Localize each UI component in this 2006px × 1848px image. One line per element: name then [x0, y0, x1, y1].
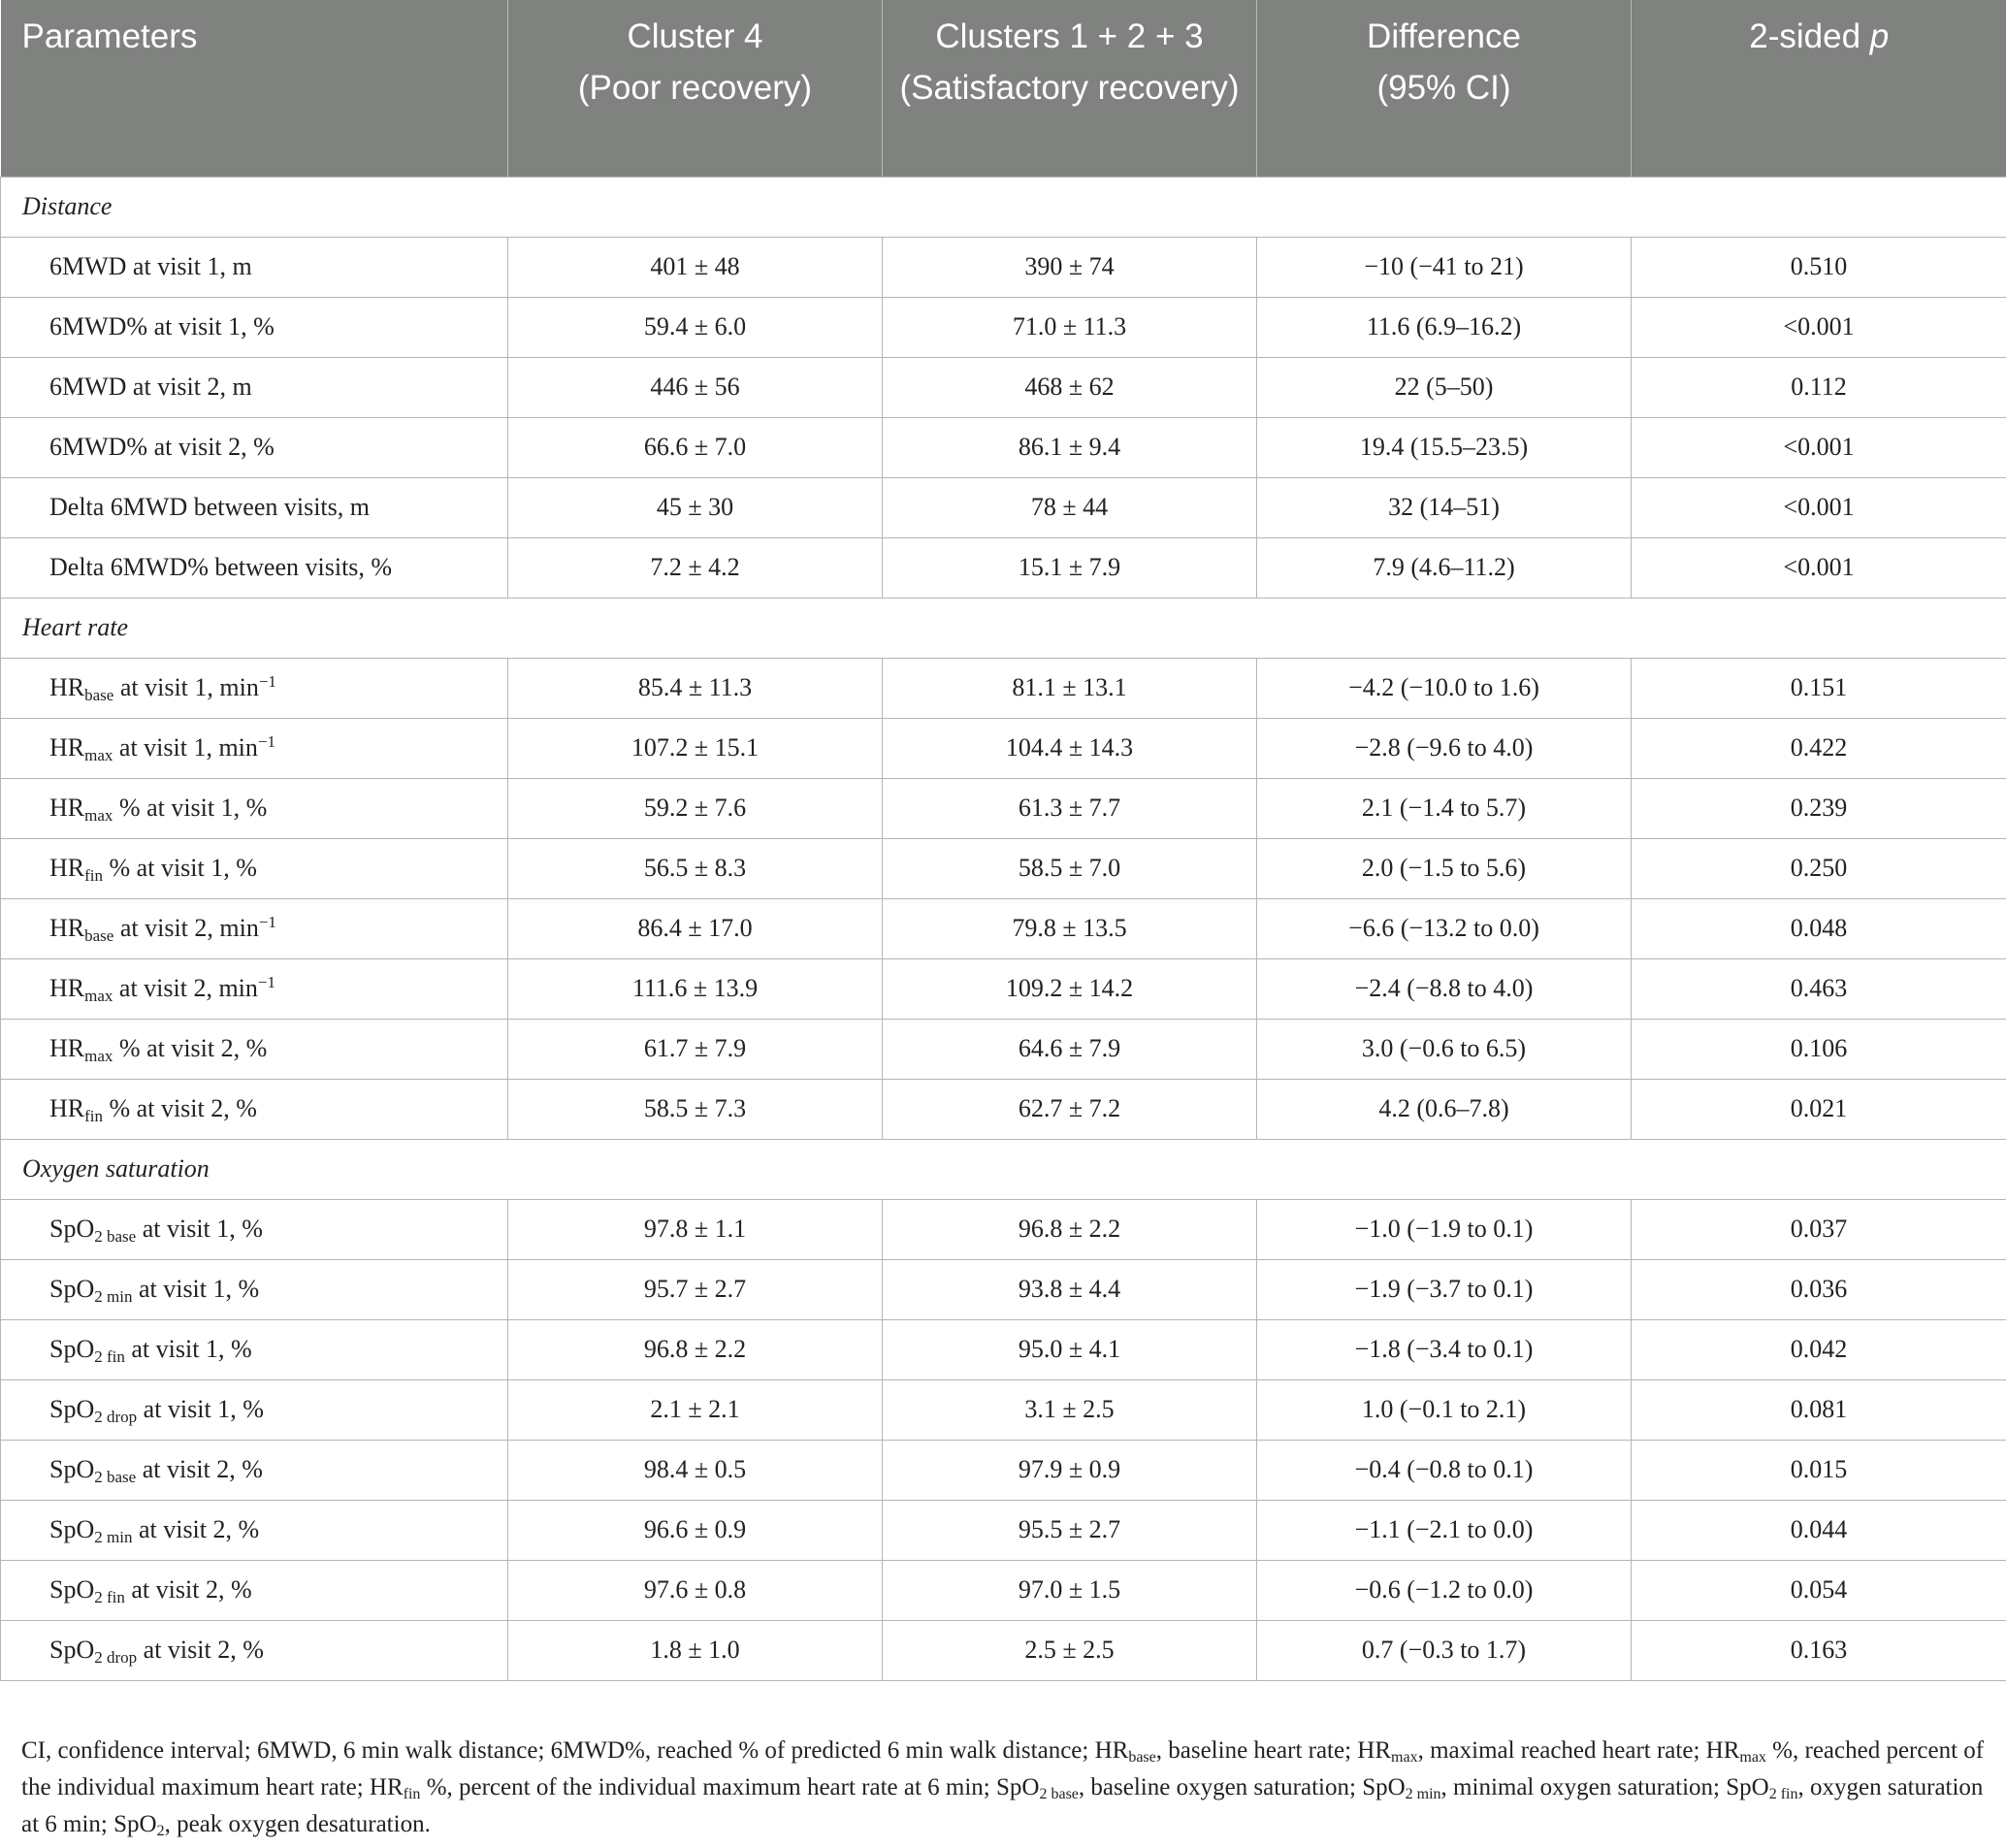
- label-rest: at visit 2, %: [132, 1515, 260, 1543]
- cell-clusters123: 61.3 ± 7.7: [883, 778, 1257, 838]
- cell-clusters123: 104.4 ± 14.3: [883, 718, 1257, 778]
- cell-cluster4: 66.6 ± 7.0: [508, 417, 883, 477]
- label-subscript: 2 min: [94, 1287, 133, 1306]
- label-subscript: base: [84, 926, 114, 945]
- cell-difference: −1.0 (−1.9 to 0.1): [1257, 1199, 1632, 1259]
- table-row: [1, 537, 2006, 598]
- label-rest: at visit 1, %: [137, 1395, 264, 1423]
- header-p-value: [1632, 0, 2006, 66]
- header-cluster4: Cluster 4: [508, 0, 883, 66]
- section-title: Oxygen saturation: [1, 1139, 2006, 1199]
- cell-p-value: <0.001: [1632, 297, 2006, 357]
- label-main: HR: [49, 914, 85, 942]
- label-main: HR: [49, 673, 85, 701]
- label-main: SpO: [49, 1275, 95, 1303]
- row-label: [1, 1379, 508, 1440]
- cell-clusters123: 390 ± 74: [883, 237, 1257, 297]
- table-row: [1, 297, 2006, 357]
- label-rest: at visit 2, min: [113, 974, 258, 1002]
- label-subscript: 2 drop: [94, 1648, 138, 1667]
- row-label: Delta 6MWD between visits, m: [1, 477, 508, 537]
- label-rest: at visit 2, %: [124, 1575, 252, 1604]
- table-row: [1, 1560, 2006, 1620]
- label-main: SpO: [49, 1395, 95, 1423]
- label-rest: at visit 1, min: [113, 673, 259, 701]
- row-label: [1, 778, 508, 838]
- header-p-label: 2-sided: [1749, 17, 1861, 55]
- table-row: [1, 778, 2006, 838]
- cell-difference: 2.0 (−1.5 to 5.6): [1257, 838, 1632, 898]
- label-subscript: max: [84, 746, 113, 764]
- label-rest: at visit 1, %: [132, 1275, 260, 1303]
- label-rest: % at visit 1, %: [103, 854, 257, 882]
- table-row: [1, 1259, 2006, 1319]
- label-subscript: max: [84, 1047, 113, 1065]
- cell-cluster4: 7.2 ± 4.2: [508, 537, 883, 598]
- cell-difference: 0.7 (−0.3 to 1.7): [1257, 1620, 1632, 1680]
- label-main: HR: [49, 794, 85, 822]
- cell-clusters123: 468 ± 62: [883, 357, 1257, 417]
- cell-difference: −2.8 (−9.6 to 4.0): [1257, 718, 1632, 778]
- footnote-sub: 2: [156, 1823, 165, 1839]
- cell-difference: −0.4 (−0.8 to 0.1): [1257, 1440, 1632, 1500]
- label-main: HR: [49, 733, 85, 762]
- cell-p-value: 0.463: [1632, 958, 2006, 1019]
- label-rest: % at visit 2, %: [103, 1094, 257, 1122]
- table-row: [1, 1019, 2006, 1079]
- cell-p-value: 0.042: [1632, 1319, 2006, 1379]
- table-row: [1, 1500, 2006, 1560]
- cell-cluster4: 95.7 ± 2.7: [508, 1259, 883, 1319]
- table-row: [1, 718, 2006, 778]
- cell-difference: −0.6 (−1.2 to 0.0): [1257, 1560, 1632, 1620]
- header-difference: Difference: [1257, 0, 1632, 66]
- cell-difference: 19.4 (15.5–23.5): [1257, 417, 1632, 477]
- footnote-text: , oxygen saturation at 6 min; SpO: [21, 1774, 1984, 1837]
- footnote-sub: 2 fin: [1768, 1786, 1798, 1802]
- cell-cluster4: 61.7 ± 7.9: [508, 1019, 883, 1079]
- table-row: [1, 1379, 2006, 1440]
- label-main: SpO: [49, 1575, 95, 1604]
- footnote-sub: max: [1739, 1749, 1766, 1766]
- cell-cluster4: 96.6 ± 0.9: [508, 1500, 883, 1560]
- header-parameters: Parameters: [1, 0, 508, 66]
- label-subscript: 2 fin: [94, 1588, 125, 1606]
- table-row: [1, 958, 2006, 1019]
- label-subscript: 2 fin: [94, 1347, 125, 1366]
- cell-clusters123: 3.1 ± 2.5: [883, 1379, 1257, 1440]
- header-cluster4-sub: (Poor recovery): [508, 66, 883, 177]
- cell-difference: −2.4 (−8.8 to 4.0): [1257, 958, 1632, 1019]
- cell-clusters123: 81.1 ± 13.1: [883, 658, 1257, 718]
- cell-clusters123: 71.0 ± 11.3: [883, 297, 1257, 357]
- label-main: HR: [49, 974, 85, 1002]
- cell-difference: 4.2 (0.6–7.8): [1257, 1079, 1632, 1139]
- footnote-text: , maximal reached heart rate; HR: [1417, 1737, 1740, 1764]
- table-row: [1, 1620, 2006, 1680]
- cell-cluster4: 107.2 ± 15.1: [508, 718, 883, 778]
- cell-p-value: 0.510: [1632, 237, 2006, 297]
- cell-cluster4: 59.2 ± 7.6: [508, 778, 883, 838]
- footnote-text: %, reached percent of the individual maximum heart rate; HR: [21, 1737, 1985, 1800]
- label-rest: at visit 1, %: [124, 1335, 252, 1363]
- label-superscript: −1: [257, 973, 275, 991]
- cell-clusters123: 95.0 ± 4.1: [883, 1319, 1257, 1379]
- header-parameters-empty: [1, 66, 508, 177]
- section-row: [1, 1139, 2006, 1199]
- header-clusters123-sub: (Satisfactory recovery): [883, 66, 1257, 177]
- cell-difference: 22 (5–50): [1257, 357, 1632, 417]
- label-main: HR: [49, 854, 85, 882]
- label-subscript: max: [84, 987, 113, 1005]
- label-rest: at visit 2, %: [136, 1455, 263, 1483]
- cell-clusters123: 64.6 ± 7.9: [883, 1019, 1257, 1079]
- cell-cluster4: 98.4 ± 0.5: [508, 1440, 883, 1500]
- row-label: [1, 958, 508, 1019]
- footnote-text: CI, confidence interval; 6MWD, 6 min walk distance; 6MWD%, reached % of predicted 6 min walk distance; HR: [21, 1737, 1129, 1764]
- label-main: SpO: [49, 1215, 95, 1243]
- cell-difference: 32 (14–51): [1257, 477, 1632, 537]
- footnote-text: , baseline heart rate; HR: [1155, 1737, 1392, 1764]
- cell-cluster4: 96.8 ± 2.2: [508, 1319, 883, 1379]
- label-rest: at visit 1, min: [113, 733, 258, 762]
- label-superscript: −1: [258, 672, 276, 691]
- row-label: 6MWD at visit 1, m: [1, 237, 508, 297]
- cell-difference: −1.9 (−3.7 to 0.1): [1257, 1259, 1632, 1319]
- footnote-text: , baseline oxygen saturation; SpO: [1078, 1774, 1406, 1800]
- cell-p-value: 0.021: [1632, 1079, 2006, 1139]
- label-rest: % at visit 1, %: [113, 794, 268, 822]
- label-main: SpO: [49, 1515, 95, 1543]
- table-row: [1, 357, 2006, 417]
- cell-p-value: <0.001: [1632, 477, 2006, 537]
- cell-cluster4: 97.8 ± 1.1: [508, 1199, 883, 1259]
- cell-clusters123: 93.8 ± 4.4: [883, 1259, 1257, 1319]
- cell-cluster4: 446 ± 56: [508, 357, 883, 417]
- table-row: [1, 1199, 2006, 1259]
- cell-difference: 2.1 (−1.4 to 5.7): [1257, 778, 1632, 838]
- table-row: [1, 1440, 2006, 1500]
- cell-p-value: 0.054: [1632, 1560, 2006, 1620]
- cell-cluster4: 1.8 ± 1.0: [508, 1620, 883, 1680]
- label-main: SpO: [49, 1455, 95, 1483]
- header-difference-sub: (95% CI): [1257, 66, 1632, 177]
- cell-cluster4: 45 ± 30: [508, 477, 883, 537]
- label-subscript: 2 min: [94, 1528, 133, 1546]
- cell-difference: −4.2 (−10.0 to 1.6): [1257, 658, 1632, 718]
- cell-p-value: 0.036: [1632, 1259, 2006, 1319]
- cell-cluster4: 97.6 ± 0.8: [508, 1560, 883, 1620]
- row-label: [1, 718, 508, 778]
- cell-clusters123: 97.9 ± 0.9: [883, 1440, 1257, 1500]
- row-label: 6MWD at visit 2, m: [1, 357, 508, 417]
- cell-p-value: 0.151: [1632, 658, 2006, 718]
- label-main: SpO: [49, 1335, 95, 1363]
- cell-p-value: 0.422: [1632, 718, 2006, 778]
- label-main: HR: [49, 1094, 85, 1122]
- label-main: HR: [49, 1034, 85, 1062]
- label-subscript: 2 base: [94, 1227, 137, 1246]
- cell-p-value: 0.239: [1632, 778, 2006, 838]
- table-header: [1, 0, 2006, 177]
- section-title: Distance: [1, 177, 2006, 237]
- cell-clusters123: 109.2 ± 14.2: [883, 958, 1257, 1019]
- cell-clusters123: 97.0 ± 1.5: [883, 1560, 1257, 1620]
- table-row: [1, 658, 2006, 718]
- cell-clusters123: 79.8 ± 13.5: [883, 898, 1257, 958]
- header-clusters123: Clusters 1 + 2 + 3: [883, 0, 1257, 66]
- label-rest: % at visit 2, %: [113, 1034, 268, 1062]
- cell-cluster4: 401 ± 48: [508, 237, 883, 297]
- row-label: [1, 1199, 508, 1259]
- row-label: [1, 1019, 508, 1079]
- row-label: [1, 1079, 508, 1139]
- footnote-sub: 2 min: [1405, 1786, 1441, 1802]
- label-rest: at visit 1, %: [136, 1215, 263, 1243]
- header-p-empty: [1632, 66, 2006, 177]
- section-row: [1, 177, 2006, 237]
- cell-cluster4: 56.5 ± 8.3: [508, 838, 883, 898]
- cell-difference: −1.1 (−2.1 to 0.0): [1257, 1500, 1632, 1560]
- cell-cluster4: 59.4 ± 6.0: [508, 297, 883, 357]
- row-label: [1, 1440, 508, 1500]
- footnote-sub: fin: [403, 1786, 421, 1802]
- cell-difference: −10 (−41 to 21): [1257, 237, 1632, 297]
- cell-difference: 1.0 (−0.1 to 2.1): [1257, 1379, 1632, 1440]
- table-row: [1, 1079, 2006, 1139]
- table-row: [1, 477, 2006, 537]
- cell-p-value: 0.015: [1632, 1440, 2006, 1500]
- row-label: Delta 6MWD% between visits, %: [1, 537, 508, 598]
- cell-p-value: 0.081: [1632, 1379, 2006, 1440]
- table-row: [1, 417, 2006, 477]
- cell-p-value: <0.001: [1632, 417, 2006, 477]
- cell-clusters123: 96.8 ± 2.2: [883, 1199, 1257, 1259]
- cell-clusters123: 86.1 ± 9.4: [883, 417, 1257, 477]
- row-label: 6MWD% at visit 1, %: [1, 297, 508, 357]
- footnote-sub: 2 base: [1039, 1786, 1079, 1802]
- footnote-text: , peak oxygen desaturation.: [164, 1811, 431, 1837]
- cell-p-value: 0.044: [1632, 1500, 2006, 1560]
- label-rest: at visit 2, min: [113, 914, 259, 942]
- cell-difference: 3.0 (−0.6 to 6.5): [1257, 1019, 1632, 1079]
- cell-p-value: 0.112: [1632, 357, 2006, 417]
- row-label: [1, 1620, 508, 1680]
- cell-clusters123: 62.7 ± 7.2: [883, 1079, 1257, 1139]
- cell-difference: 11.6 (6.9–16.2): [1257, 297, 1632, 357]
- table-row: [1, 237, 2006, 297]
- cell-cluster4: 2.1 ± 2.1: [508, 1379, 883, 1440]
- cell-clusters123: 58.5 ± 7.0: [883, 838, 1257, 898]
- label-superscript: −1: [258, 913, 276, 931]
- label-subscript: fin: [84, 1107, 104, 1125]
- row-label: [1, 1500, 508, 1560]
- cell-clusters123: 15.1 ± 7.9: [883, 537, 1257, 598]
- cell-clusters123: 95.5 ± 2.7: [883, 1500, 1257, 1560]
- footnote-text: %, percent of the individual maximum heart rate at 6 min; SpO: [420, 1774, 1040, 1800]
- table-row: [1, 1319, 2006, 1379]
- cell-p-value: 0.106: [1632, 1019, 2006, 1079]
- row-label: [1, 898, 508, 958]
- cell-clusters123: 2.5 ± 2.5: [883, 1620, 1257, 1680]
- table-body: [1, 177, 2006, 1680]
- label-subscript: 2 drop: [94, 1408, 138, 1426]
- cell-difference: −1.8 (−3.4 to 0.1): [1257, 1319, 1632, 1379]
- cell-cluster4: 111.6 ± 13.9: [508, 958, 883, 1019]
- footnote-text: , minimal oxygen saturation; SpO: [1440, 1774, 1769, 1800]
- label-subscript: fin: [84, 866, 104, 885]
- cell-p-value: 0.048: [1632, 898, 2006, 958]
- label-main: SpO: [49, 1636, 95, 1664]
- label-subscript: 2 base: [94, 1468, 137, 1486]
- row-label: [1, 1259, 508, 1319]
- section-title: Heart rate: [1, 598, 2006, 658]
- label-subscript: base: [84, 686, 114, 704]
- table-footnote: [21, 1733, 1990, 1843]
- label-rest: at visit 2, %: [137, 1636, 264, 1664]
- cell-p-value: 0.250: [1632, 838, 2006, 898]
- cell-clusters123: 78 ± 44: [883, 477, 1257, 537]
- label-subscript: max: [84, 806, 113, 825]
- cell-cluster4: 86.4 ± 17.0: [508, 898, 883, 958]
- cell-p-value: 0.037: [1632, 1199, 2006, 1259]
- cell-cluster4: 85.4 ± 11.3: [508, 658, 883, 718]
- cell-difference: −6.6 (−13.2 to 0.0): [1257, 898, 1632, 958]
- header-p-symbol: p: [1869, 17, 1890, 55]
- cell-p-value: <0.001: [1632, 537, 2006, 598]
- table-row: [1, 838, 2006, 898]
- section-row: [1, 598, 2006, 658]
- row-label: [1, 838, 508, 898]
- footnote-sub: max: [1391, 1749, 1418, 1766]
- row-label: [1, 1560, 508, 1620]
- row-label: [1, 1319, 508, 1379]
- label-superscript: −1: [257, 732, 275, 751]
- cell-difference: 7.9 (4.6–11.2): [1257, 537, 1632, 598]
- footnote-sub: base: [1128, 1749, 1156, 1766]
- cell-p-value: 0.163: [1632, 1620, 2006, 1680]
- row-label: [1, 658, 508, 718]
- table-row: [1, 898, 2006, 958]
- row-label: 6MWD% at visit 2, %: [1, 417, 508, 477]
- cell-cluster4: 58.5 ± 7.3: [508, 1079, 883, 1139]
